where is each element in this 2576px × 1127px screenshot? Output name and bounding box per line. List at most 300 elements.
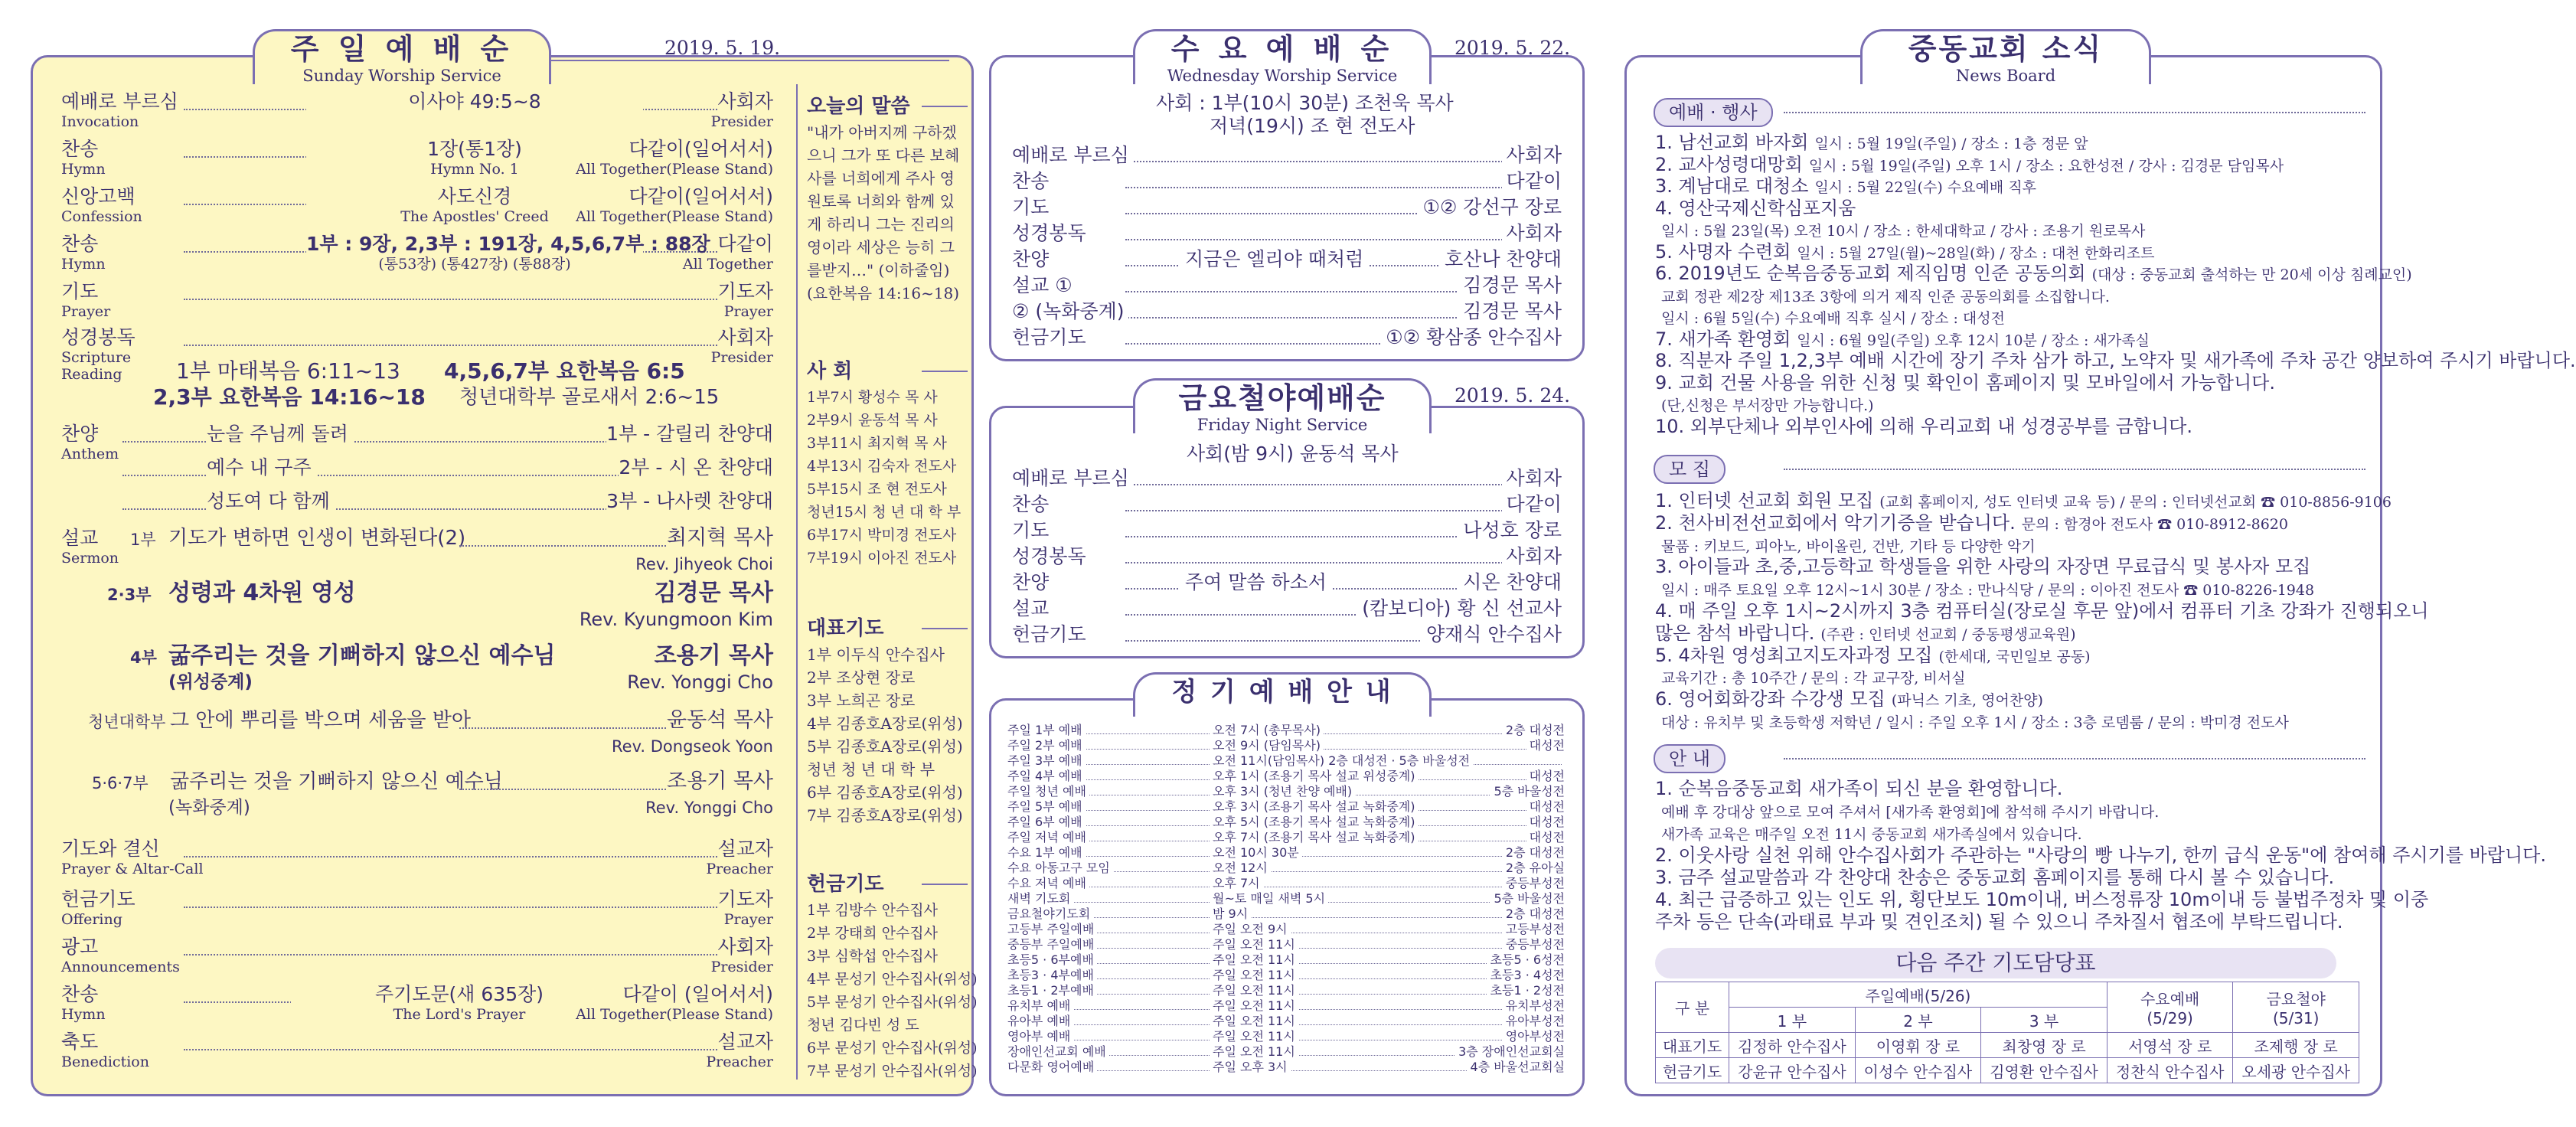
regular-title: 정 기 예 배 안 내 [1171,677,1393,707]
leader-dots [1125,562,1554,564]
sermon-preacher-en: Rev. Yonggi Cho [627,671,773,693]
list-item: 청년15시 청 년 대 학 부 [807,504,962,521]
news-item [1655,512,2288,536]
schedule-name: 주일 3부 예배 [1007,753,1086,768]
schedule-time: 오전 12시 [1210,861,1271,875]
leader-dots [459,789,681,790]
sermon-preacher: 조용기 목사 [667,769,773,793]
list-item: 4부 문성기 안수집사(위성) [807,971,978,988]
schedule-name: 금요철야기도회 [1007,906,1093,921]
news-item [1655,372,2275,394]
side-divider [796,84,798,1080]
news-item-detail: 대상 : 유치부 및 초등학생 저학년 / 일시 : 주일 오후 1시 / 장소 : 3층 로뎀룸 / 문의 : 박미경 전도사 [1661,714,2289,731]
row-presider-en: Preacher [706,861,773,877]
row-label: 기도 [1012,196,1053,219]
schedule-place: 2층 유아실 [1503,861,1565,875]
schedule-name: 수요 1부 예배 [1007,845,1086,860]
news-section-recruit: 모 집 [1654,455,1725,484]
news-sec1-line [1784,112,2365,113]
news-item-title: 2. 교사성령대망회 [1655,153,1803,175]
list-item: 사를 너희에게 주사 영 [807,169,955,188]
schedule-time: 주일 오전 9시 [1210,922,1291,936]
row-label: 찬송 [1012,170,1053,193]
sermon-part: 1부 [130,531,156,549]
sermon-preacher: 김경문 목사 [654,580,773,606]
news-item-title: 3. 아이들과 초,중,고등학교 학생들을 위한 사랑의 자장면 무료급식 및 봉사자 모집 [1655,556,2311,578]
sermon-sub: (위성중계) [168,672,253,692]
news-item-title: 5. 4차원 영성최고지도자과정 모집 [1655,644,1933,666]
table-header-p1: 1 부 [1729,1008,1856,1033]
news-item [1655,778,2062,800]
row-label: 찬송 [1012,493,1053,516]
row-label: 헌금기도 [1012,326,1091,349]
heading-line [922,884,968,885]
schedule-name: 주일 1부 예배 [1007,723,1086,737]
news-item [1655,416,2192,438]
schedule-time: 주일 오전 11시 [1210,1014,1298,1028]
list-item: 1부7시 황성수 목 사 [807,389,938,406]
news-item-detail: 일시 : 5월 19일(주일) 오후 1시 / 장소 : 요한성전 / 강사 : 김경문 담임목사 [1808,157,2284,175]
row-presider: 설교자 [717,838,773,860]
row-label: 헌금기도 [1012,623,1091,646]
news-item [1655,911,2343,933]
news-item [1655,710,2289,734]
news-item [1655,889,2428,911]
leader-dots [1125,510,1554,511]
news-item-detail: 일시 : 5월 22일(수) 수요예배 직후 [1814,179,2037,196]
sermon-title: 굶주리는 것을 기뻐하지 않으신 예수님 [168,645,560,668]
schedule-time: 오후 7시 (조용기 목사 설교 녹화중계) [1210,830,1418,844]
friday-info: 사회(밤 9시) 윤동석 목사 [1187,443,1399,465]
table-header-p3: 3 부 [1981,1008,2107,1033]
schedule-name: 유치부 예배 [1007,998,1073,1013]
schedule-time: 오전 10시 30분 [1210,845,1302,860]
sermon-preacher: 윤동석 목사 [667,708,773,732]
list-item: 1부 이두식 안수집사 [807,645,945,664]
news-item [1655,219,2145,243]
news-item [1655,556,2310,578]
list-item: 5부 김종호A장로(위성) [807,737,963,756]
news-item-detail: 교회 정관 제2장 제13조 3항에 의거 제직 인준 공동의회를 소집합니다. [1661,288,2110,305]
row-content-en: The Apostles' Creed [400,208,549,225]
reading-youth: 청년대학부 골로새서 2:6~15 [459,386,720,409]
sermon-part: 청년대학부 [88,713,166,731]
sermon-preacher: 최지혁 목사 [667,526,773,550]
list-item: 2부 강태희 안수집사 [807,925,938,942]
schedule-name: 새벽 기도회 [1007,891,1073,906]
wednesday-info1: 사회 : 1부(10시 30분) 조천욱 목사 [1156,92,1454,114]
row-label-en: Hymn [61,161,106,178]
row-label: 예배로 부르심 [1012,144,1134,167]
schedule-name: 초등1 · 2부예배 [1007,983,1097,998]
anthem-title: 성도여 다 함께 [207,490,335,513]
row-content: 사도신경 [306,185,643,208]
schedule-place: 2층 대성전 [1503,845,1565,860]
list-item: 5부15시 조 현 전도사 [807,481,947,498]
row-label-en: Prayer [61,303,111,320]
sermon-preacher-en: Rev. Dongseok Yoon [612,737,773,756]
news-item-title: 주차 등은 단속(과태료 부과 및 견인조치) 될 수 있으니 주차질서 협조에 부탁드립니다. [1655,911,2343,933]
news-item [1655,154,2284,178]
prayer-table-title: 다음 주간 기도담당표 [1655,948,2336,978]
news-item-detail: 교육기간 : 총 10주간 / 문의 : 각 교구장, 비서실 [1661,670,1966,688]
row-label: 찬송 [61,233,99,255]
row-presider: 김경문 목사 [1458,274,1562,297]
news-item-title: 6. 2019년도 순복음중동교회 제직임명 인준 공동의회 [1655,263,2086,284]
list-item: 으니 그가 또 다른 보혜 [807,146,960,165]
list-item: 7부 문성기 안수집사(위성) [807,1063,978,1080]
schedule-time: 주일 오전 11시 [1210,968,1298,982]
friday-title: 금요철야예배순 [1178,381,1386,415]
sunday-title-tab [253,29,551,84]
news-item [1655,578,2314,602]
list-item: 3부11시 최지혁 목 사 [807,435,947,452]
news-item-title: 10. 외부단체나 외부인사에 의해 우리교회 내 성경공부를 금합니다. [1655,415,2192,437]
schedule-time: 주일 오전 11시 [1210,998,1298,1013]
list-item: 6부 문성기 안수집사(위성) [807,1040,978,1057]
news-item-detail: 일시 : 6월 9일(주일) 오후 12시 10분 / 장소 : 새가족실 [1797,332,2150,349]
news-item-detail: 일시 : 5월 23일(목) 오전 10시 / 장소 : 한세대학교 / 강사 : 조용기 원로목사 [1661,223,2146,240]
schedule-place: 대성전 [1526,738,1565,753]
leader-dots [1125,187,1554,188]
schedule-name: 다문화 영어예배 [1007,1060,1097,1074]
news-section-events: 예배 · 행사 [1654,98,1773,127]
row-label: 기도 [1012,519,1053,542]
news-item-title: 4. 최근 급증하고 있는 인도 위, 횡단보도 10m이내, 버스정류장 10m이내 등 불법주정차 및 이중 [1655,889,2429,910]
anthem-choir: 2부 - 시 온 찬양대 [619,456,773,479]
list-item: 6부 김종호A장로(위성) [807,783,963,802]
schedule-place: 2층 대성전 [1503,723,1565,737]
news-title: 중동교회 소식 [1908,32,2104,66]
news-item-title: 8. 직분자 주일 1,2,3부 예배 시간에 장기 주차 삼가 하고, 노약자 및 새가족에 주차 공간 양보하여 주시기 바랍니다. [1655,350,2576,371]
row-presider: 사회자 [717,90,773,113]
schedule-name: 영아부 예배 [1007,1029,1073,1044]
list-item: 3부 심학섭 안수집사 [807,948,938,965]
sermon-title: 그 안에 뿌리를 박으며 세움을 받아 [170,709,475,732]
schedule-time: 월~토 매일 새벽 5시 [1210,891,1328,906]
leader-dots [459,545,681,547]
schedule-time: 밤 9시 [1210,906,1251,921]
list-item: 1부 김방수 안수집사 [807,902,938,919]
news-title-tab [1860,29,2151,84]
sermon-part: 5·6·7부 [92,774,149,792]
news-item [1655,198,1856,220]
row-presider: 양재식 안수집사 [1422,623,1562,646]
news-item-title: 4. 영산국제신학심포지움 [1655,197,1856,219]
news-item-title: 6. 영어회화강좌 수강생 모집 [1655,688,1885,710]
row-label: 예배로 부르심 [61,90,178,113]
sermon-title: 기도가 변하면 인생이 변화된다(2) [168,527,470,550]
leader-dots [1125,484,1554,485]
side-prayer_title-heading: 대표기도 [807,617,884,640]
news-item-detail: 일시 : 5월 19일(주일) / 장소 : 1층 정문 앞 [1814,136,2088,152]
row-label: 기도와 결신 [61,838,160,860]
news-sec3-line [1784,758,2365,760]
row-label: 찬양 [1012,571,1053,594]
row-presider-en: All Together(Please Stand) [576,208,773,225]
table-header-sunday: 주일예배(5/26) [1729,982,2107,1008]
table-header-fri: 금요철야 (5/31) [2233,982,2359,1033]
row-presider: 나성호 장로 [1458,519,1562,542]
row-presider: (캄보디아) 황 신 선교사 [1357,597,1562,620]
list-item: 원토록 너희와 함께 있 [807,192,955,211]
prayer-table [1655,982,2359,1083]
news-item-title: 2. 천사비전선교회에서 악기기증을 받습니다. [1655,511,2016,534]
news-title-en: News Board [1955,67,2056,85]
list-item: 2부 조상현 장로 [807,668,916,687]
list-item: 7부19시 이아진 전도사 [807,550,957,567]
schedule-name: 수요 저녁 예배 [1007,876,1089,890]
row-presider-en: Preacher [706,1054,773,1070]
news-item-title: 1. 순복음중동교회 새가족이 되신 분을 환영합니다. [1655,778,2063,799]
row-content: 이사야 49:5~8 [306,90,643,113]
row-presider: ①② 강선구 장로 [1419,196,1562,219]
news-item-title: 5. 사명자 수련회 [1655,240,1791,263]
row-label: 성경봉독 [61,326,135,348]
news-item [1655,844,2546,867]
leader-dots [184,906,720,908]
list-item: 5부 문성기 안수집사(위성) [807,994,978,1011]
news-item [1655,285,2110,309]
friday-title-en: Friday Night Service [1197,416,1368,434]
row-presider: 사회자 [1502,545,1562,568]
row-presider: 사회자 [717,936,773,958]
schedule-name: 주일 6부 예배 [1007,815,1086,829]
leader-dots [184,299,720,300]
row-presider: 다같이(일어서서) [628,185,773,207]
schedule-time: 오후 3시 (청년 찬양 예배) [1210,784,1355,799]
leader-dots [1125,239,1554,240]
schedule-time: 주일 오전 11시 [1210,983,1298,998]
wednesday-title: 수 요 예 배 순 [1170,32,1394,66]
wednesday-info2: 저녁(19시) 조 현 전도사 [1210,115,1415,137]
schedule-name: 유아부 예배 [1007,1014,1073,1028]
reading-4567: 4,5,6,7부 요한복음 6:5 [444,358,685,384]
anthem-choir: 3부 - 나사렛 찬양대 [606,490,773,512]
news-item [1655,600,2429,622]
row-presider: 다같이 [1502,170,1562,193]
row-presider: 다같이 (일어서서) [622,983,773,1005]
news-item [1655,132,2088,155]
schedule-time: 오후 3시 (조용기 목사 설교 녹화중계) [1210,799,1418,814]
schedule-time: 주일 오후 3시 [1210,1060,1291,1074]
schedule-place: 5층 바울성전 [1490,891,1565,906]
row-label-en: Hymn [61,256,106,273]
row-presider: 사회자 [1502,144,1562,167]
row-label-en: Scripture Reading [61,349,132,383]
row-presider: 시온 찬양대 [1458,571,1562,594]
anthem-title: 눈을 주님께 돌려 [207,423,353,446]
row-presider: 호산나 찬양대 [1440,248,1562,271]
schedule-time: 오전 9시 (담임목사) [1210,738,1324,753]
row-content: 1장(통1장) [306,138,643,161]
row-label-en: Hymn [61,1006,106,1023]
row-presider: ①② 황삼종 안수집사 [1381,326,1562,349]
news-item-detail: (주관 : 인터넷 선교회 / 중동평생교육원) [1820,626,2076,643]
row-label: ② (녹화중계) [1012,300,1128,323]
list-item: 2부9시 윤동석 목 사 [807,412,938,429]
reading-1: 1부 마태복음 6:11~13 [176,358,400,384]
news-item-title: 1. 인터넷 선교회 회원 모집 [1655,490,1874,511]
news-item-title: 9. 교회 건물 사용을 위한 신청 및 확인이 홈페이지 및 모바일에서 가능합니다. [1655,371,2275,394]
row-label: 축도 [61,1031,99,1053]
schedule-place: 4층 바울선교회실 [1468,1060,1565,1074]
schedule-place: 5층 바울성전 [1490,784,1565,799]
news-item [1655,350,2576,372]
schedule-time: 주일 오전 11시 [1210,952,1298,967]
leader-dots [184,856,720,858]
table-header-wed: 수요예배 (5/29) [2107,982,2233,1033]
sermon-preacher-en: Rev. Kyungmoon Kim [579,609,773,630]
row-label: 찬송 [61,138,99,160]
sermon-label: 설교 [61,527,99,549]
friday-date: 2019. 5. 24. [1455,384,1571,407]
schedule-time: 오후 5시 (조용기 목사 설교 녹화중계) [1210,815,1418,829]
sermon-preacher: 조용기 목사 [654,642,773,669]
row-presider-en: Presider [710,959,773,975]
news-item [1655,241,2154,265]
schedule-place: 대성전 [1526,769,1565,783]
row-presider: 사회자 [717,326,773,348]
anthem-choir: 1부 - 갈릴리 찬양대 [606,423,773,445]
side-host_title-heading: 사 회 [807,360,853,383]
news-section-guide: 안 내 [1654,744,1725,773]
schedule-place: 3층 장애인선교회실 [1455,1044,1565,1059]
anthem-label: 찬양 [61,423,99,445]
list-item: 영이라 세상은 능히 그 [807,238,955,256]
row-presider: 김경문 목사 [1458,300,1562,323]
row-presider-en: All Together [682,256,773,273]
table-row: 헌금기도 강윤규 안수집사 이성수 안수집사 김영환 안수집사 정찬식 안수집사 오세광 안수집사 [1656,1058,2359,1083]
row-label: 설교 [1012,597,1053,620]
row-label-en: Prayer & Altar-Call [61,861,204,877]
row-content: 지금은 엘리야 때처럼 [1179,248,1370,271]
news-item [1655,622,2076,646]
row-label: 예배로 부르심 [1012,467,1134,490]
news-item [1655,306,2005,330]
list-item: 4부 김종호A장로(위성) [807,714,963,733]
row-presider-en: All Together(Please Stand) [576,1006,773,1023]
sermon-title: 굶주리는 것을 기뻐하지 않으신 예수님 [170,770,508,793]
sermon-sub: (녹화중계) [168,798,250,818]
list-item: 청년 청 년 대 학 부 [807,760,935,779]
row-label-en: Announcements [61,959,180,975]
news-item-detail: 물품 : 키보드, 피아노, 바이올린, 건반, 기타 등 다양한 악기 [1661,537,2036,555]
schedule-place: 중등부성전 [1503,937,1565,952]
schedule-place: 초등3 · 4성전 [1487,968,1565,982]
row-content-en: (통53장) (통427장) (통88장) [378,256,571,273]
anthem-label-en: Anthem [61,446,119,462]
row-presider: 사회자 [1502,222,1562,245]
news-item [1655,800,2159,824]
news-item [1655,867,2334,889]
leader-dots [184,1049,720,1050]
sunday-title-line [551,60,949,61]
row-presider-en: Prayer [723,911,773,928]
row-presider-en: Prayer [723,303,773,320]
side-word_title-heading: 오늘의 말씀 [807,95,910,118]
schedule-place: 중등부성전 [1503,876,1565,890]
side-offer_title-heading: 헌금기도 [807,873,884,896]
news-item [1655,175,2036,199]
sermon-title: 성령과 4차원 영성 [168,582,361,605]
row-content: 1부 : 9장, 2,3부 : 191장, 4,5,6,7부 : 88장 [306,233,710,255]
schedule-time: 오전 7시 (총무목사) [1210,723,1324,737]
table-header-p2: 2 부 [1855,1008,1981,1033]
table-header-category: 구 분 [1656,982,1729,1033]
schedule-place: 대성전 [1526,799,1565,814]
leader-dots [1125,161,1554,162]
wednesday-date: 2019. 5. 22. [1455,37,1571,59]
schedule-time: 주일 오전 11시 [1210,937,1298,952]
row-label-en: Offering [61,911,122,928]
row-presider: 설교자 [717,1031,773,1053]
row-content-en: Hymn No. 1 [430,161,519,178]
schedule-place: 유아부성전 [1503,1014,1565,1028]
list-item: 7부 김종호A장로(위성) [807,806,963,825]
leader-dots [184,345,720,346]
schedule-time: 오후 1시 (조용기 목사 설교 위성중계) [1210,769,1418,783]
schedule-time: 오전 11시(담임목사) 2층 대성전 · 5층 바울성전 [1210,753,1473,768]
sermon-label-en: Sermon [61,550,119,567]
schedule-name: 수요 아동고구 모임 [1007,861,1113,875]
row-label-en: Invocation [61,113,139,130]
row-presider-en: All Together(Please Stand) [576,161,773,178]
schedule-place: 초등1 · 2성전 [1487,983,1565,998]
news-item [1655,490,2392,514]
sermon-preacher-en: Rev. Jihyeok Choi [635,555,773,573]
list-item: 6부17시 박미경 전도사 [807,527,957,544]
schedule-time: 주일 오전 11시 [1210,1044,1298,1059]
news-item-title: 7. 새가족 환영회 [1655,328,1791,350]
row-label: 설교 ① [1012,274,1077,297]
row-label: 헌금기도 [61,888,135,910]
schedule-place: 고등부성전 [1503,922,1565,936]
row-label: 성경봉독 [1012,222,1091,245]
schedule-place: 유치부성전 [1503,998,1565,1013]
list-item: "내가 아버지께 구하겠 [807,123,957,142]
schedule-time: 주일 오전 11시 [1210,1029,1298,1044]
schedule-name: 장애인선교회 예배 [1007,1044,1109,1059]
list-item: 4부13시 김숙자 전도사 [807,458,957,475]
schedule-place: 대성전 [1526,830,1565,844]
list-item: 게 하리니 그는 진리의 [807,215,955,234]
schedule-place: 영아부성전 [1503,1029,1565,1044]
sunday-title: 주 일 예 배 순 [290,32,514,66]
row-label-en: Benediction [61,1054,149,1070]
news-item-detail: 일시 : 6월 5일(수) 수요예배 직후 실시 / 장소 : 대성전 [1661,310,2005,327]
leader-dots [184,954,720,956]
heading-line [922,106,968,107]
schedule-time: 오후 7시 [1210,876,1263,890]
row-presider-en: Presider [710,113,773,130]
row-content-en: The Lord's Prayer [393,1006,526,1023]
heading-line [922,628,968,629]
row-label: 신앙고백 [61,185,135,207]
news-item [1655,822,2082,846]
wednesday-title-tab [1133,29,1432,84]
row-presider: 기도자 [717,280,773,302]
list-item: 청년 김다빈 성 도 [807,1017,919,1034]
schedule-name: 주일 저녁 예배 [1007,830,1089,844]
news-item [1655,688,2043,712]
schedule-name: 주일 2부 예배 [1007,738,1086,753]
row-label: 찬양 [1012,248,1053,271]
row-presider: 다같이(일어서서) [628,138,773,160]
schedule-name: 중등부 주일예배 [1007,937,1097,952]
row-content: 주여 말씀 하소서 [1179,571,1333,594]
news-item-detail: (파닉스 기초, 영어찬양) [1891,692,2043,710]
